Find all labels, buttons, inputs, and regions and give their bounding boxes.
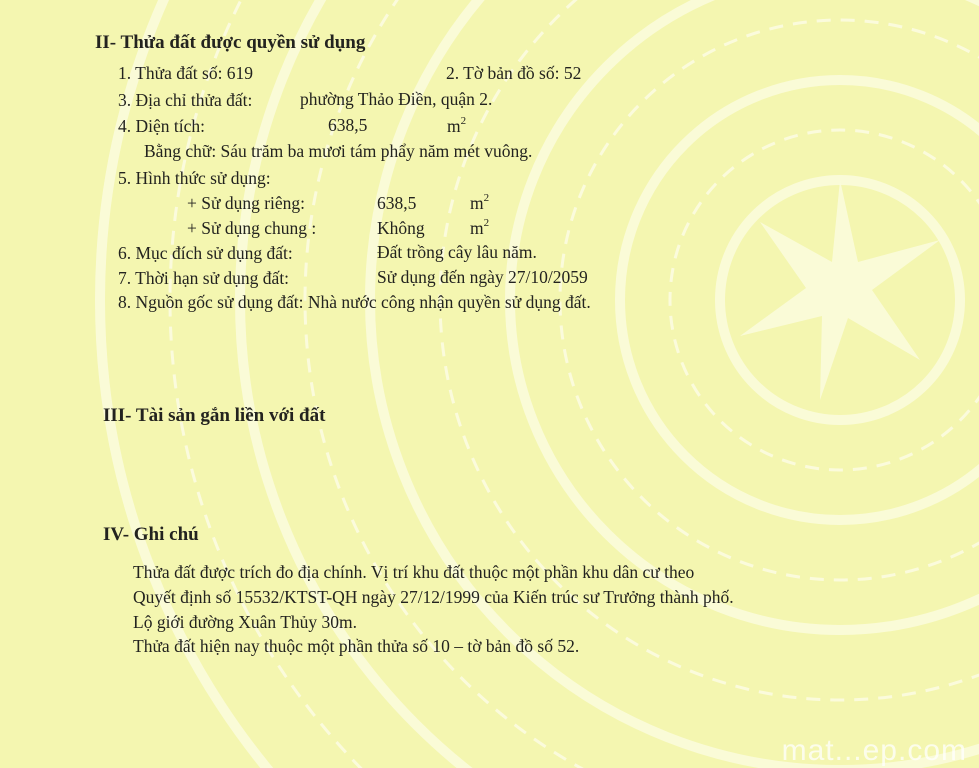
parcel-number: 1. Thửa đất số: 619 [118, 63, 254, 83]
section-iv-heading: IV- Ghi chú [103, 524, 199, 545]
private-use-unit [470, 193, 489, 213]
unit-exponent: 2 [483, 217, 490, 229]
term-label: 7. Thời hạn sử dụng đất: [118, 268, 290, 288]
shared-use-unit [470, 218, 489, 238]
area-value: 638,5 [328, 115, 368, 135]
area-in-words: Bằng chữ: Sáu trăm ba mươi tám phẩy năm mét vuông. [144, 141, 533, 161]
private-use-value: 638,5 [377, 193, 417, 213]
shared-use-label: + Sử dụng chung : [187, 218, 317, 238]
area-unit [447, 116, 466, 136]
private-use-label: + Sử dụng riêng: [187, 193, 306, 213]
land-origin: 8. Nguồn gốc sử dụng đất: Nhà nước công nhận quyền sử dụng đất. [118, 292, 591, 312]
term-value: Sử dụng đến ngày 27/10/2059 [377, 267, 588, 287]
section-ii-heading: II- Thửa đất được quyền sử dụng [95, 32, 366, 53]
note-line: Thửa đất hiện nay thuộc một phần thửa số 10 – tờ bản đồ số 52. [133, 636, 580, 656]
shared-use-value: Không [377, 218, 425, 238]
unit-text: m [470, 193, 484, 213]
unit-text: m [470, 218, 484, 238]
note-line: Thửa đất được trích đo địa chính. Vị trí khu đất thuộc một phần khu dân cư theo [133, 562, 695, 582]
purpose-value: Đất trồng cây lâu năm. [377, 242, 537, 262]
area-label: 4. Diện tích: [118, 116, 205, 136]
address-value: phường Thảo Điền, quận 2. [300, 89, 493, 109]
note-line: Quyết định số 15532/KTST-QH ngày 27/12/1999 của Kiến trúc sư Trưởng thành phố. [133, 587, 734, 607]
map-sheet-number: 2. Tờ bản đồ số: 52 [446, 63, 582, 83]
use-form-label: 5. Hình thức sử dụng: [118, 168, 271, 188]
unit-exponent: 2 [483, 192, 490, 204]
section-iii-heading: III- Tài sản gắn liền với đất [103, 405, 326, 426]
unit-text: m [447, 116, 461, 136]
watermark: mat...ep.com [781, 734, 967, 767]
address-label: 3. Địa chỉ thửa đất: [118, 90, 253, 110]
purpose-label: 6. Mục đích sử dụng đất: [118, 243, 293, 263]
note-line: Lộ giới đường Xuân Thủy 30m. [133, 612, 358, 632]
unit-exponent: 2 [460, 115, 467, 127]
